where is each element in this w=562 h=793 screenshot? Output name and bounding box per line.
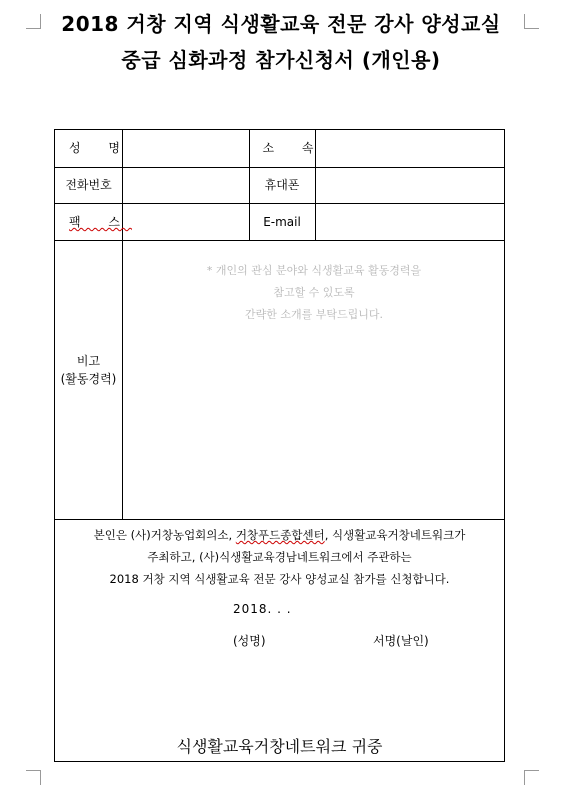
mobile-label: 휴대폰 [264, 178, 300, 192]
remarks-hint [123, 260, 505, 326]
document-title-line1: 2018 거창 지역 식생활교육 전문 강사 양성교실 [61, 12, 501, 36]
phone-label: 전화번호 [65, 178, 112, 192]
statement-line: 주최하고, (사)식생활교육경남네트워크에서 주관하는 [147, 550, 412, 564]
document-title-line2: 중급 심화과정 참가신청서 (개인용) [121, 48, 441, 72]
affiliation-label: 소 속 [262, 141, 326, 155]
statement-line [55, 527, 504, 543]
name-label: 성 명 [69, 141, 132, 155]
remarks-hint-line: 간략한 소개를 부탁드립니다. [244, 308, 383, 321]
page-corner-mark [524, 770, 539, 785]
remarks-label [55, 352, 122, 388]
statement-text: , 식생활교육거창네트워크가 [324, 528, 466, 542]
remarks-label-line: 비고 [76, 354, 101, 368]
statement-line: 2018 거창 지역 식생활교육 전문 강사 양성교실 참가를 신청합니다. [109, 572, 450, 586]
application-date: 2018. . . [233, 602, 292, 616]
statement-text: 거창푸드종합센터 [235, 528, 325, 542]
remarks-label-line: (활동경력) [60, 372, 117, 386]
application-form [54, 129, 505, 762]
remarks-hint-line: * 개인의 관심 분야와 식생활교육 활동경력을 [206, 264, 422, 277]
statement-text: 본인은 (사)거창농업회의소, [93, 528, 236, 542]
signature-seal-label: 서명(날인) [373, 634, 429, 648]
row-divider [55, 519, 504, 520]
remarks-hint-line: 참고할 수 있도록 [273, 286, 355, 299]
email-label: E-mail [263, 215, 301, 229]
signature-name-label: (성명) [233, 634, 266, 648]
recipient-footer: 식생활교육거창네트워크 귀중 [176, 737, 383, 756]
page-corner-mark [26, 770, 41, 785]
fax-label-text: 팩 스 [69, 215, 132, 229]
fax-label [55, 214, 134, 230]
